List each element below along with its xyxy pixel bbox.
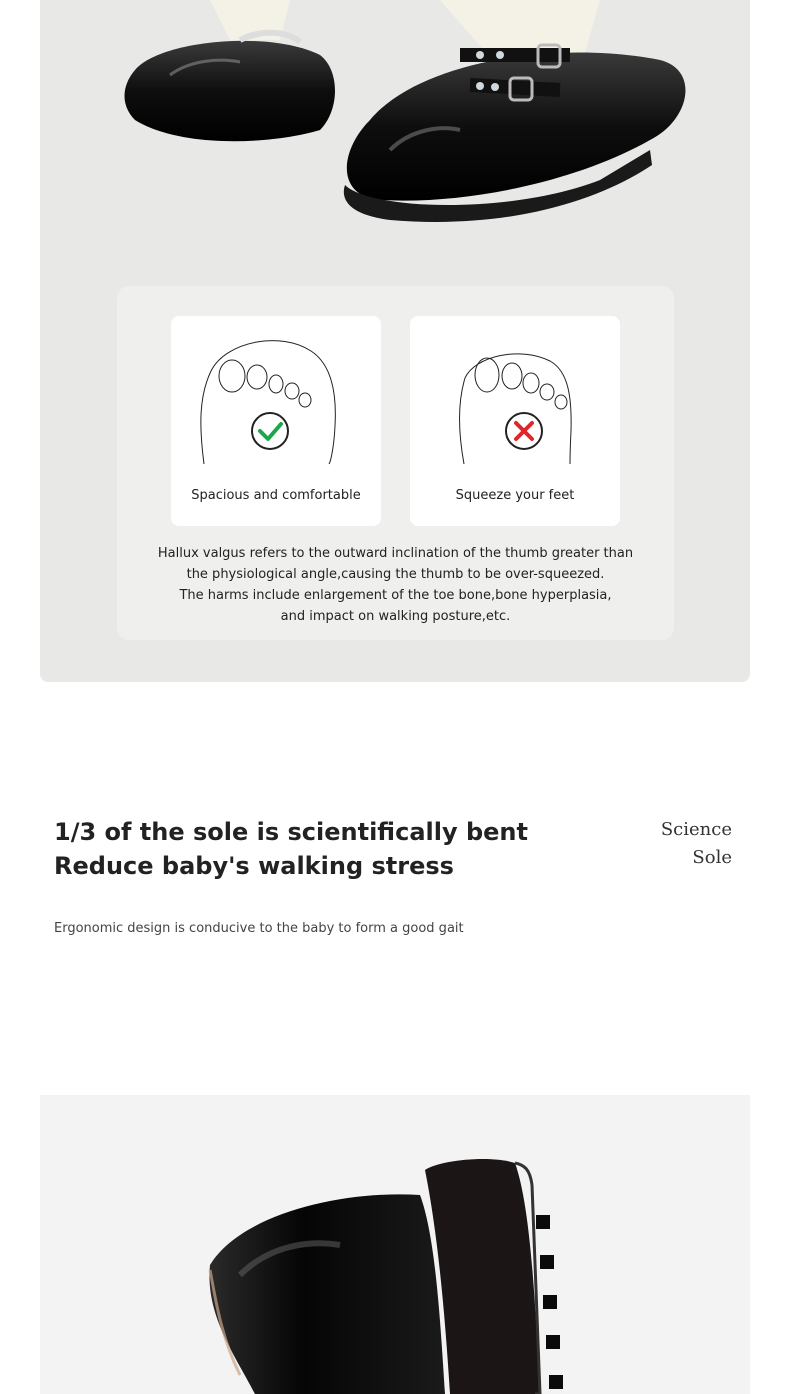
hallux-valgus-description [137, 543, 654, 627]
hero-panel [40, 0, 750, 682]
side-label-line: Sole [692, 847, 732, 868]
good-fit-caption: Spacious and comfortable [191, 488, 361, 503]
description-line: and impact on walking posture,etc. [280, 609, 511, 624]
check-icon [252, 413, 288, 449]
section-subtitle: Ergonomic design is conducive to the baby to form a good gait [54, 921, 464, 936]
foot-outline-icon [171, 316, 381, 476]
section-headline [54, 815, 528, 883]
foot-outline-icon [410, 316, 620, 476]
description-line: the physiological angle,causing the thumb to be over-squeezed. [186, 567, 605, 582]
side-label-line: Science [660, 819, 732, 840]
bad-fit-caption: Squeeze your feet [455, 488, 575, 503]
foot-comparison-card [117, 286, 674, 640]
bad-fit-card [410, 316, 620, 526]
good-fit-card [171, 316, 381, 526]
headline-line: 1/3 of the sole is scientifically bent [54, 818, 528, 846]
description-line: The harms include enlargement of the toe bone,bone hyperplasia, [179, 588, 612, 603]
cross-icon [506, 413, 542, 449]
shoe-photo-top [40, 0, 750, 290]
headline-line: Reduce baby's walking stress [54, 852, 454, 880]
shoe-sole-illustration [40, 1095, 750, 1394]
science-sole-label [661, 816, 732, 872]
description-line: Hallux valgus refers to the outward inclination of the thumb greater than [157, 546, 634, 561]
shoe-photo-bottom [40, 1095, 750, 1394]
